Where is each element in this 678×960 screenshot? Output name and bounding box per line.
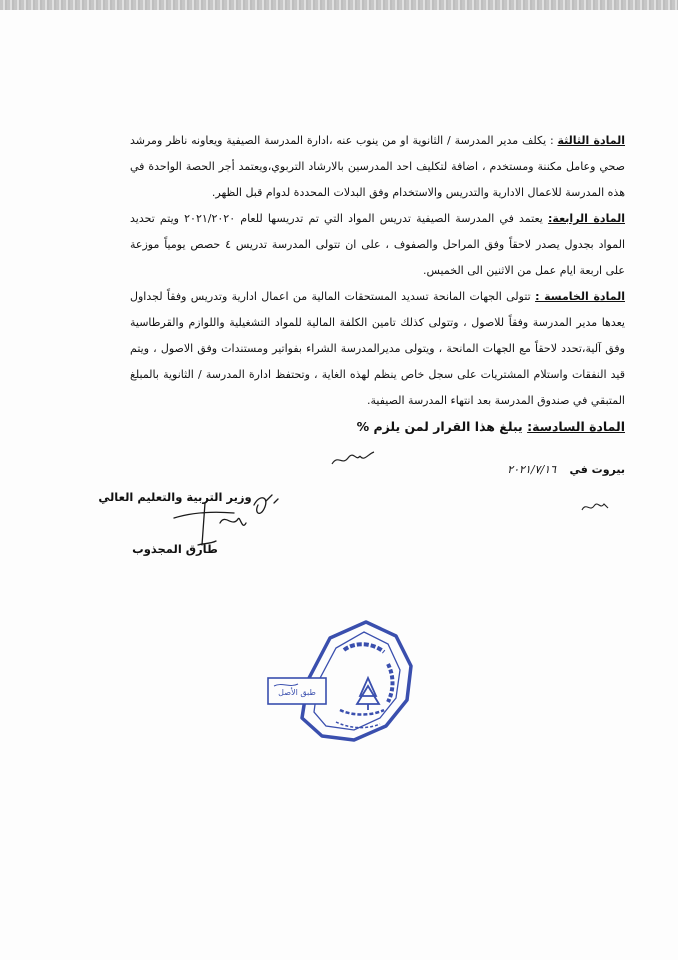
article-6-title: المادة السادسة: <box>527 419 625 434</box>
date-label: بيروت في <box>569 463 625 476</box>
article-5 <box>130 284 625 414</box>
minister-signature <box>150 483 290 548</box>
minister-name: طارق المجذوب <box>132 542 218 556</box>
article-3: المادة الثالثة : يكلف مدير المدرسة / الثانوية او من ينوب عنه ،ادارة المدرسة الصيفية ويعاونه ناظر ومرشد صحي وعامل مكننة ومستخدم ، اضافة لتكليف احد المدرسين بالارشاد التربوي،ويعتمد أجر الحصة الواحدة في هذه المدرسة للاعمال الادارية والتدريس والاستخدام وفق البدلات المحددة لدوام قبل الظهر. <box>130 134 625 199</box>
decision-articles <box>130 128 625 440</box>
article-5-text: تتولى الجهات المانحة تسديد المستحقات المالية من اعمال ادارية وتدريس وفقاً لجداول يعدها مدير المدرسة وفقاً للاصول ، وتتولى كذلك تامين الكلفة المالية للمواد التشغيلية واللوازم والقرطاسية وفق آلية،تحدد لاحقاً مع الجهات المانحة ، ويتولى مديرالمدرسة الشراء بفواتير ومستندات وفق الاصول ، ويتم قيد النفقات واستلام المشتريات على سجل خاص ينظم لهذه الغاية ، وتحتفظ ادارة المدرسة / الثانوية بالمبلغ المتبقي في صندوق المدرسة بعد انتهاء المدرسة الصيفية. <box>130 290 625 407</box>
official-stamp <box>268 620 418 745</box>
article-3-title: المادة الثالثة <box>557 134 625 147</box>
stamp-box-text: طبق الأصل <box>278 688 316 697</box>
article-4 <box>130 206 625 284</box>
scan-artifact-strip <box>0 0 678 10</box>
date-line <box>430 463 625 476</box>
handwritten-reference-mark <box>580 500 610 514</box>
article-6 <box>130 414 625 440</box>
article-6-text: يبلغ هذا القرار لمن يلزم % <box>356 419 523 434</box>
minister-title: وزير التربية والتعليم العالي <box>98 490 252 504</box>
article-3-text: يكلف مدير المدرسة / الثانوية او من ينوب عنه ،ادارة المدرسة الصيفية ويعاونه ناظر ومرشد صحي وعامل مكننة ومستخدم ، اضافة لتكليف احد المدرسين بالارشاد التربوي،ويعتمد أجر الحصة الواحدة في هذه المدرسة للاعمال الادارية والتدريس والاستخدام وفق البدلات المحددة لدوام قبل الظهر. <box>130 134 625 199</box>
article-4-text: يعتمد في المدرسة الصيفية تدريس المواد التي تم تدريسها للعام ٢٠٢١/٢٠٢٠ ويتم تحديد المواد بجدول يصدر لاحقاً وفق المراحل والصفوف ، على ان تتولى المدرسة تدريس ٤ حصص يومياً موزعة على اربعة ايام عمل من الاثنين الى الخميس. <box>130 212 626 277</box>
handwritten-initial-mark <box>330 448 380 470</box>
date-value: ٢٠٢١/٧/١٦ <box>507 463 556 476</box>
article-4-title: المادة الرابعة: <box>548 212 625 225</box>
article-5-title: المادة الخامسة : <box>535 290 625 303</box>
